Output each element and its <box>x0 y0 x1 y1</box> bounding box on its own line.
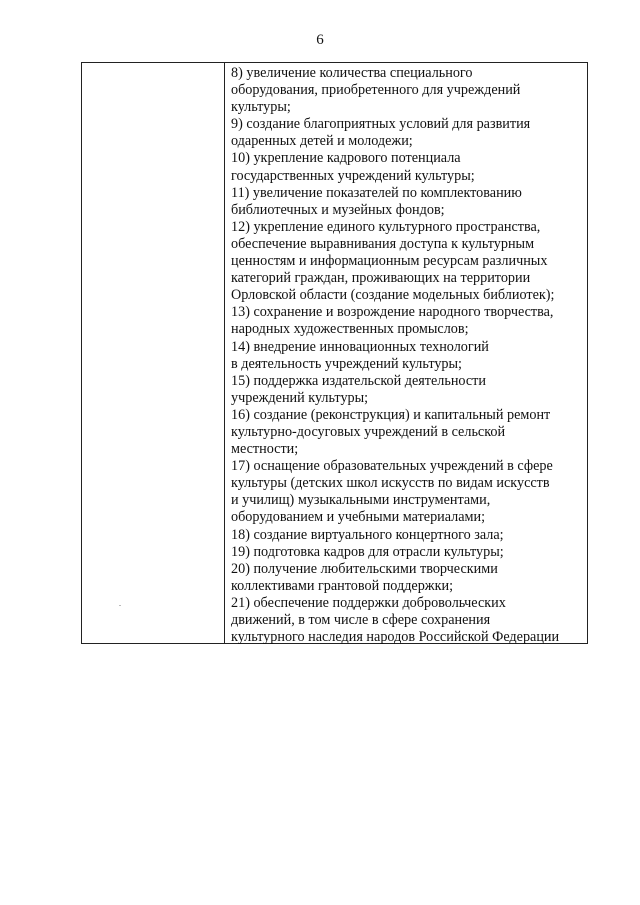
text-line: категорий граждан, проживающих на территории <box>231 270 531 287</box>
text-line: в деятельность учреждений культуры; <box>231 355 462 372</box>
scan-speck <box>119 605 121 606</box>
text-line: и училищ) музыкальными инструментами, <box>231 492 491 509</box>
text-line: местности; <box>231 441 299 458</box>
text-line: 21) обеспечение поддержки добровольческих <box>231 594 506 611</box>
table-right-cell <box>231 65 585 646</box>
text-line: коллективами грантовой поддержки; <box>231 577 454 594</box>
text-line: движений, в том числе в сфере сохранения <box>231 612 491 628</box>
text-line: 16) создание (реконструкция) и капитальный ремонт <box>231 406 551 423</box>
text-line: оборудования, приобретенного для учреждений <box>231 82 521 99</box>
table-left-cell <box>82 63 225 643</box>
text-line: 8) увеличение количества специального <box>231 65 473 81</box>
text-line: государственных учреждений культуры; <box>231 167 475 184</box>
text-line: одаренных детей и молодежи; <box>231 133 413 150</box>
text-line: культуры (детских школ искусств по видам искусств <box>231 475 550 492</box>
text-line: Орловской области (создание модельных библиотек); <box>231 287 555 304</box>
text-line: 19) подготовка кадров для отрасли культуры; <box>231 543 504 560</box>
text-line: ценностям и информационным ресурсам различных <box>231 253 548 270</box>
text-line: 11) увеличение показателей по комплектованию <box>231 184 522 201</box>
text-line: культуры; <box>231 99 291 116</box>
document-table <box>81 62 588 644</box>
text-line: обеспечение выравнивания доступа к культурным <box>231 235 535 252</box>
page-number: 6 <box>316 32 324 48</box>
text-line: оборудованием и учебными материалами; <box>231 509 486 526</box>
text-line: 15) поддержка издательской деятельности <box>231 372 486 389</box>
text-line: 12) укрепление единого культурного пространства, <box>231 218 541 235</box>
text-line: библиотечных и музейных фондов; <box>231 201 445 218</box>
text-line: учреждений культуры; <box>231 389 369 406</box>
text-line: народных художественных промыслов; <box>231 321 469 338</box>
text-line: 20) получение любительскими творческими <box>231 560 498 577</box>
text-line: 14) внедрение инновационных технологий <box>231 338 489 355</box>
text-line: культурного наследия народов Российской Федерации <box>231 629 560 646</box>
text-line: 18) создание виртуального концертного зала; <box>231 526 504 543</box>
text-line: 17) оснащение образовательных учреждений в сфере <box>231 458 553 475</box>
text-line: 10) укрепление кадрового потенциала <box>231 150 461 167</box>
text-line: 9) создание благоприятных условий для развития <box>231 116 531 133</box>
text-line: 13) сохранение и возрождение народного творчества, <box>231 304 554 321</box>
text-line: культурно-досуговых учреждений в сельской <box>231 423 506 440</box>
